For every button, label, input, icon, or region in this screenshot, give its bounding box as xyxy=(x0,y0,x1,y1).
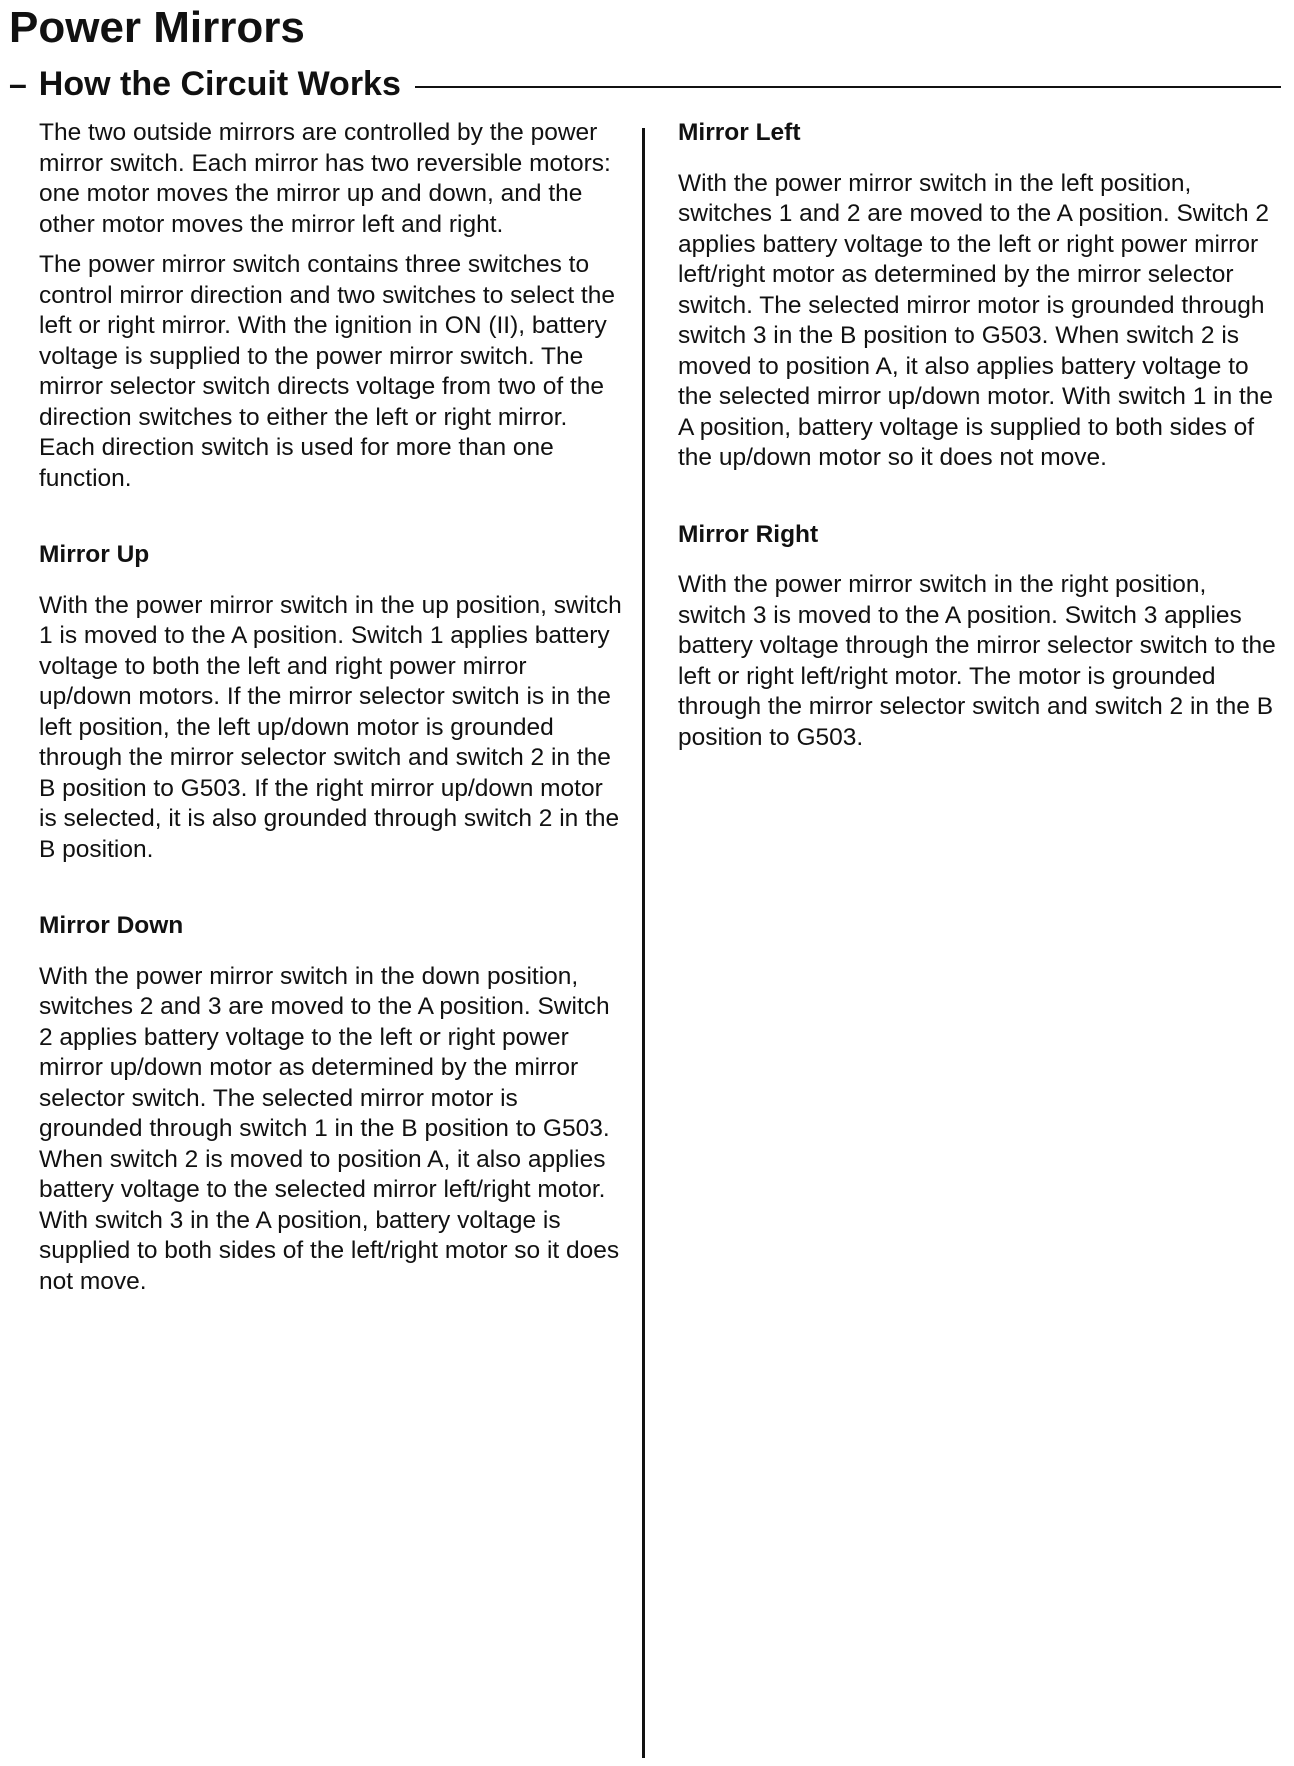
right-column xyxy=(678,118,1278,763)
left-column xyxy=(39,118,625,1307)
mirror-left-body: With the power mirror switch in the left position, switches 1 and 2 are moved to the A position. Switch 2 applies battery voltage to the left or right power mirror left/right motor as determined by the mirror selector switch. The selected mirror motor is grounded through switch 3 in the B position to G503. When switch 2 is moved to position A, it also applies battery voltage to the selected mirror up/down motor. With switch 1 in the A position, battery voltage is supplied to both sides of the up/down motor so it does not move. xyxy=(678,169,1274,471)
mirror-left-heading: Mirror Left xyxy=(678,119,801,146)
mirror-down-heading: Mirror Down xyxy=(39,912,184,939)
mirror-up-heading: Mirror Up xyxy=(39,541,150,568)
page-title: Power Mirrors xyxy=(9,3,305,52)
section-heading xyxy=(9,62,1281,106)
mirror-right-body: With the power mirror switch in the right position, switch 3 is moved to the A position. Switch 3 applies battery voltage through the mirror selector switch to the left or right left/right motor. The motor is grounded through the mirror selector switch and switch 2 in the B position to G503. xyxy=(678,571,1276,751)
heading-rule xyxy=(415,86,1281,88)
mirror-down-body: With the power mirror switch in the down position, switches 2 and 3 are moved to the A position. Switch 2 applies battery voltage to the left or right power mirror up/down motor as determined by the mirror selector switch. The selected mirror motor is grounded through switch 1 in the B position to G503. When switch 2 is moved to position A, it also applies battery voltage to the selected mirror left/right motor. With switch 3 in the A position, battery voltage is supplied to both sides of the left/right motor so it does not move. xyxy=(39,962,620,1295)
intro-paragraph-2: The power mirror switch contains three switches to control mirror direction and two switches to select the left or right mirror. With the ignition in ON (II), battery voltage is supplied to the power mirror switch. The mirror selector switch directs voltage from two of the direction switches to either the left or right mirror. Each direction switch is used for more than one function. xyxy=(39,251,615,492)
mirror-up-body: With the power mirror switch in the up position, switch 1 is moved to the A position. Switch 1 applies battery voltage to both the left and right power mirror up/down motors. If the mirror selector switch is in the left position, the left up/down motor is grounded through the mirror selector switch and switch 2 in the B position to G503. If the right mirror up/down motor is selected, it is also grounded through switch 2 in the B position. xyxy=(39,591,622,863)
heading-dash: – xyxy=(9,66,27,102)
intro-paragraph-1: The two outside mirrors are controlled by the power mirror switch. Each mirror has two reversible motors: one motor moves the mirror up and down, and the other motor moves the mirror left and right. xyxy=(39,119,611,238)
mirror-right-heading: Mirror Right xyxy=(678,520,819,548)
section-title: How the Circuit Works xyxy=(38,65,401,103)
column-divider xyxy=(642,128,645,1758)
